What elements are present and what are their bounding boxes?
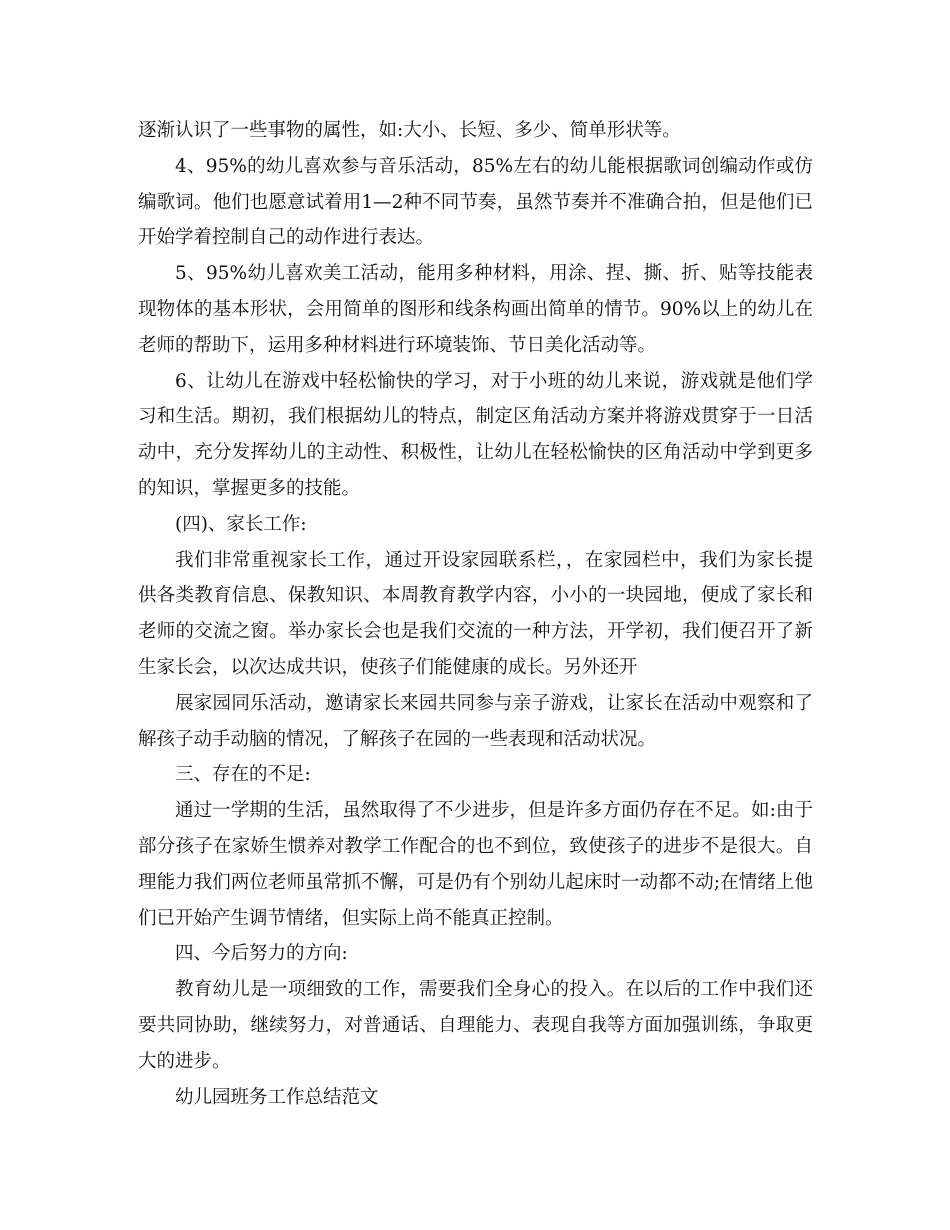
- document-page: [138, 113, 813, 1115]
- paragraph-4: 6、让幼儿在游戏中轻松愉快的学习，对于小班的幼儿来说，游戏就是他们学习和生活。期初，我们根据幼儿的特点，制定区角活动方案并将游戏贯穿于一日活动中，充分发挥幼儿的主动性、积极性，让幼儿在轻松愉快的区角活动中学到更多的知识，掌握更多的技能。: [138, 370, 813, 499]
- paragraph-11: 教育幼儿是一项细致的工作，需要我们全身心的投入。在以后的工作中我们还要共同协助，继续努力，对普通话、自理能力、表现自我等方面加强训练，争取更大的进步。: [138, 979, 813, 1072]
- document-title-next: 幼儿园班务工作总结范文: [175, 1086, 379, 1108]
- section-heading-future-direction: 四、今后努力的方向:: [175, 943, 348, 965]
- section-heading-shortcomings: 三、存在的不足:: [175, 764, 311, 786]
- section-heading-parent-work: (四)、家长工作:: [175, 513, 307, 535]
- paragraph-2: 4、95%的幼儿喜欢参与音乐活动，85%左右的幼儿能根据歌词创编动作或仿编歌词。他们也愿意试着用1—2种不同节奏，虽然节奏并不准确合拍，但是他们已开始学着控制自己的动作进行表达。: [138, 155, 813, 249]
- paragraph-9: 通过一学期的生活，虽然取得了不少进步，但是许多方面仍存在不足。如:由于部分孩子在家娇生惯养对教学工作配合的也不到位，致使孩子的进步不是很大。自理能力我们两位老师虽常抓不懈，可是仍有个别幼儿起床时一动都不动;在情绪上他们已开始产生调节情绪，但实际上尚不能真正控制。: [138, 800, 813, 929]
- paragraph-7: 展家园同乐活动，邀请家长来园共同参与亲子游戏，让家长在活动中观察和了解孩子动手动脑的情况，了解孩子在园的一些表现和活动状况。: [138, 692, 813, 750]
- paragraph-1: 逐渐认识了一些事物的属性，如:大小、长短、多少、简单形状等。: [138, 120, 681, 141]
- paragraph-3: 5、95%幼儿喜欢美工活动，能用多种材料，用涂、捏、撕、折、贴等技能表现物体的基本形状，会用简单的图形和线条构画出简单的情节。90%以上的幼儿在老师的帮助下，运用多种材料进行环境装饰、节日美化活动等。: [138, 263, 813, 356]
- paragraph-6: 我们非常重视家长工作，通过开设家园联系栏，，在家园栏中，我们为家长提供各类教育信息、保教知识、本周教育教学内容，小小的一块园地，便成了家长和老师的交流之窗。举办家长会也是我们交流的一种方法，开学初，我们便召开了新生家长会，以次达成共识，使孩子们能健康的成长。另外还开: [138, 549, 813, 678]
